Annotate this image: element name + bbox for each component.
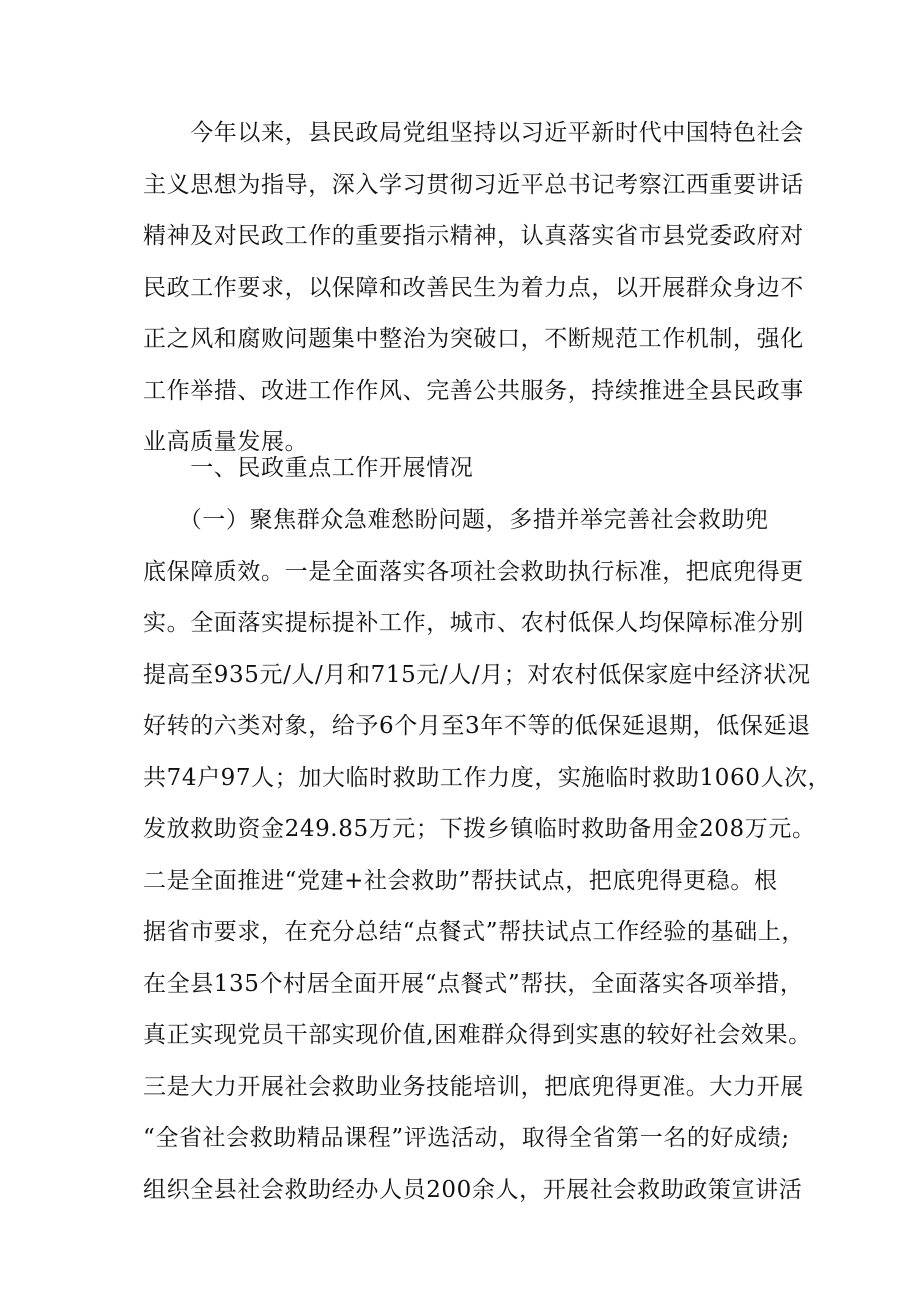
intro-paragraph: [143, 108, 804, 469]
section-heading: [143, 443, 783, 495]
text-line: 组织全县社会救助经办人员200余人，开展社会救助政策宣讲活: [143, 1176, 803, 1203]
text-line: 实。全面落实提标提补工作，城市、农村低保人均保障标准分别: [143, 610, 804, 636]
text-line: 业高质量发展。: [143, 429, 309, 455]
text-line: 今年以来，县民政局党组坚持以习近平新时代中国特色社会: [143, 120, 804, 146]
text-line: （一）聚焦群众急难愁盼问题，多措并举完善社会救助兜: [143, 507, 769, 533]
text-line: 精神及对民政工作的重要指示精神，认真落实省市县党委政府对: [143, 223, 804, 249]
text-line: 好转的六类对象，给予6个月至3年不等的低保延退期，低保延退: [143, 713, 811, 739]
text-line: 主义思想为指导，深入学习贯彻习近平总书记考察江西重要讲话: [143, 171, 804, 198]
text-line: 共74户97人；加大临时救助工作力度，实施临时救助1060人次，: [143, 764, 832, 791]
text-line: 工作举措、改进工作作风、完善公共服务，持续推进全县民政事: [143, 377, 804, 404]
text-line: 三是大力开展社会救助业务技能培训，把底兜得更准。大力开展: [143, 1073, 804, 1100]
text-line: 底保障质效。一是全面落实各项社会救助执行标准，把底兜得更: [143, 558, 804, 585]
text-line: 在全县135个村居全面开展“点餐式”帮扶，全面落实各项举措，: [143, 970, 804, 997]
text-line: 真正实现党员干部实现价值,困难群众得到实惠的较好社会效果。: [143, 1022, 812, 1048]
text-line: 二是全面推进“党建+社会救助”帮扶试点，把底兜得更稳。根: [143, 867, 778, 894]
section-paragraph: [143, 495, 832, 1216]
text-line: 正之风和腐败问题集中整治为突破口，不断规范工作机制，强化: [143, 326, 804, 352]
text-line: 据省市要求，在充分总结“点餐式”帮扶试点工作经验的基础上，: [143, 919, 805, 945]
text-line: “全省社会救助精品课程”评选活动，取得全省第一名的好成绩;: [143, 1125, 790, 1151]
text-line: 发放救助资金249.85万元；下拨乡镇临时救助备用金208万元。: [143, 816, 816, 842]
heading-text: 一、民政重点工作开展情况: [143, 455, 474, 481]
text-line: 提高至935元/人/月和715元/人/月；对农村低保家庭中经济状况: [143, 661, 811, 688]
text-line: 民政工作要求，以保障和改善民生为着力点，以开展群众身边不: [143, 274, 804, 301]
